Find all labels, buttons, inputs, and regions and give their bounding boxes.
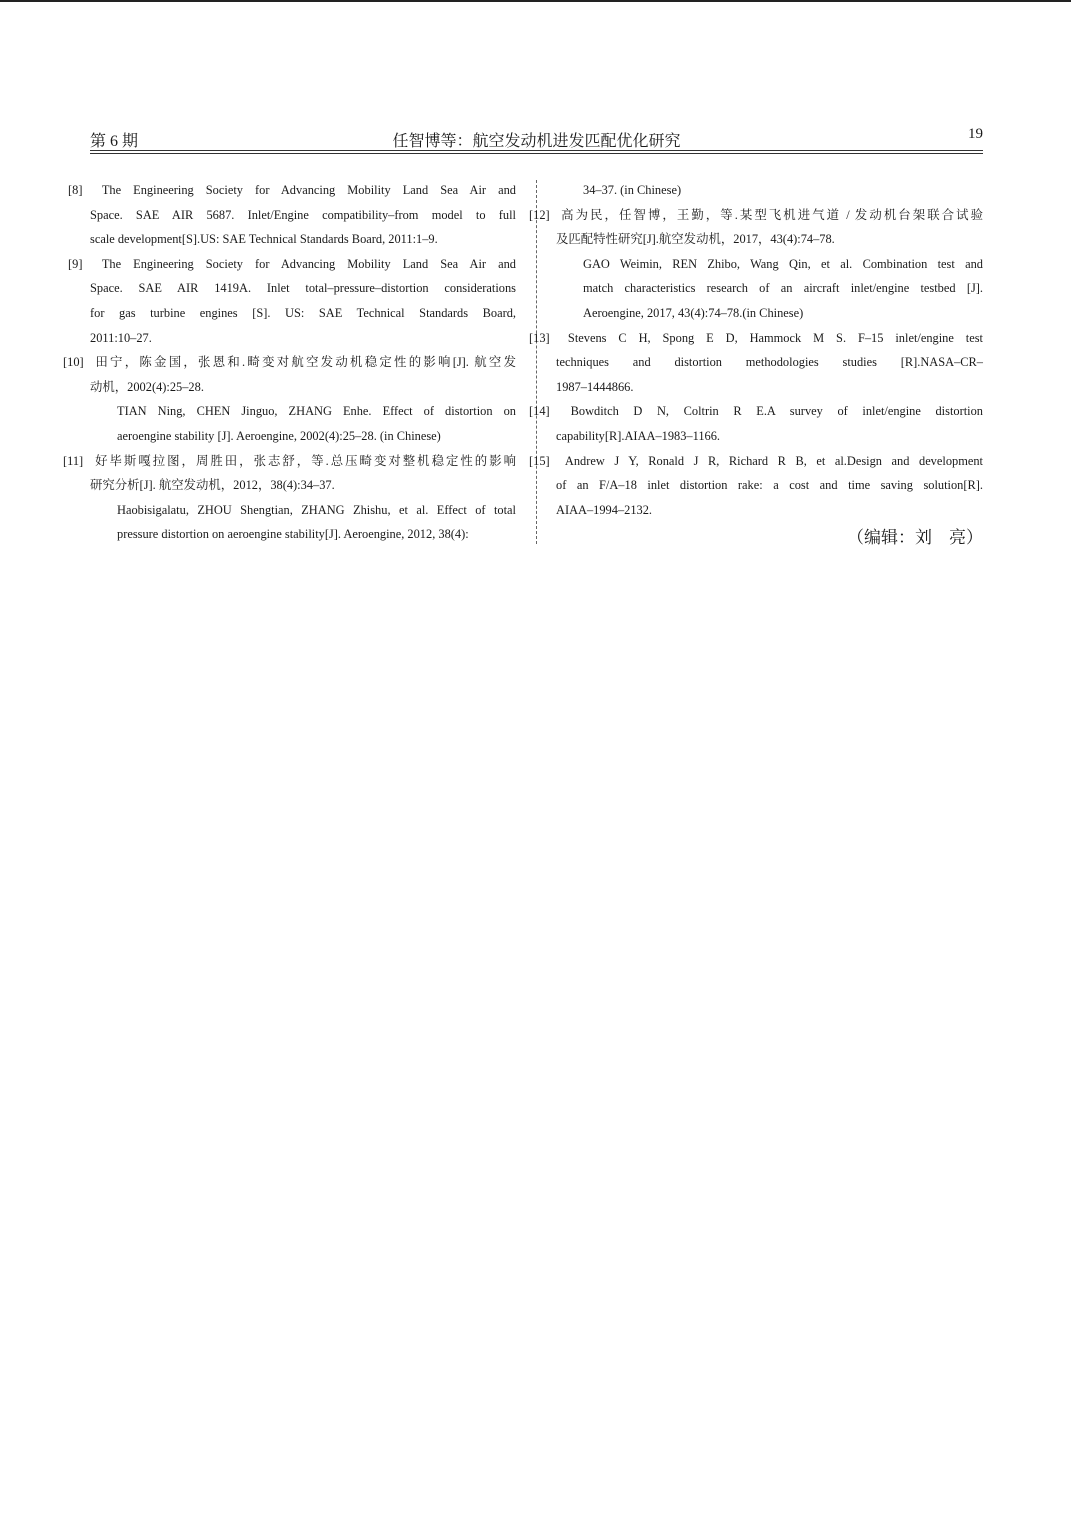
editor-credit: （编辑：刘 亮） bbox=[847, 528, 983, 547]
reference-11-continuation: 34–37. (in Chinese) bbox=[583, 183, 682, 197]
reference-10-translation: TIAN Ning, CHEN Jinguo, ZHANG Enhe. Effect of distortion on aeroengine stability [J]. Aeroengine, 2002(4):25–28. (in Chinese) bbox=[117, 404, 516, 443]
reference-14: [14] Bowditch D N, Coltrin R E.A survey of inlet/engine distortion capability[R].AIAA–1983–1166. bbox=[529, 404, 983, 443]
reference-11-translation: Haobisigalatu, ZHOU Shengtian, ZHANG Zhishu, et al. Effect of total pressure distortion on aeroengine stability[J]. Aeroengine, 2012, 38(4): bbox=[117, 502, 516, 542]
references-column-left bbox=[63, 178, 516, 547]
reference-12-translation: GAO Weimin, REN Zhibo, Wang Qin, et al. Combination test and match characteristics research of an aircraft inlet/engine testbed [J]. Aeroengine, 2017, 43(4):74–78.(in Chinese) bbox=[583, 256, 983, 320]
page-number: 19 bbox=[968, 126, 983, 142]
references-column-right bbox=[529, 178, 983, 522]
reference-9: [9] The Engineering Society for Advancing Mobility Land Sea Air and Space. SAE AIR 1419A. Inlet total–pressure–distortion considerations for gas turbine engines [S]. US: SAE Technical Standards Board, 2011:10–27. bbox=[68, 256, 516, 345]
reference-10: [10] 田宁，陈金国，张恩和.畸变对航空发动机稳定性的影响[J]. 航空发 动机，2002(4):25–28. bbox=[63, 355, 516, 394]
header-rule-top bbox=[90, 150, 983, 151]
reference-8: [8] The Engineering Society for Advancing Mobility Land Sea Air and Space. SAE AIR 5687. Inlet/Engine compatibility–from model to full scale development[S].US: SAE Technical Standards Board, 2011:1–9. bbox=[68, 183, 516, 247]
reference-15: [15] Andrew J Y, Ronald J R, Richard R B, et al.Design and development of an F/A–18 inlet distortion rake: a cost and time saving solution[R]. AIAA–1994–2132. bbox=[529, 453, 983, 517]
running-header bbox=[90, 124, 983, 150]
top-border-rule bbox=[0, 0, 1071, 2]
running-title: 任智博等：航空发动机进发匹配优化研究 bbox=[392, 133, 681, 150]
reference-13: [13] Stevens C H, Spong E D, Hammock M S. F–15 inlet/engine test techniques and distortion methodologies studies [R].NASA–CR– 1987–1444866. bbox=[529, 330, 983, 394]
reference-12: [12] 高为民，任智博，王勤，等.某型飞机进气道 / 发动机台架联合试验 及匹配特性研究[J].航空发动机，2017，43(4):74–78. bbox=[529, 207, 983, 247]
issue-number: 第 6 期 bbox=[90, 133, 139, 150]
header-rule-bottom bbox=[90, 153, 983, 154]
reference-11: [11] 好毕斯嘎拉图，周胜田，张志舒，等.总压畸变对整机稳定性的影响 研究分析[J]. 航空发动机，2012，38(4):34–37. bbox=[63, 453, 516, 493]
column-divider bbox=[536, 180, 537, 544]
